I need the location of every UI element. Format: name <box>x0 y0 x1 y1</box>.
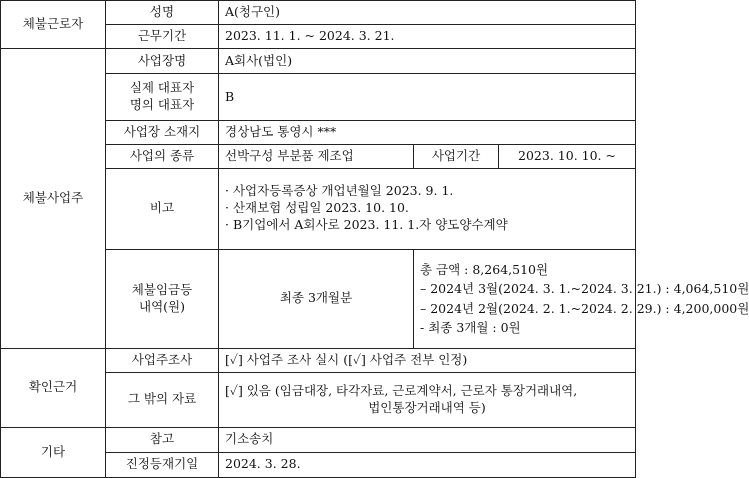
misc-section-title: 기타 <box>1 427 106 477</box>
other-materials-value <box>219 373 636 427</box>
business-type-value: 선박구성 부분품 제조업 <box>219 144 414 168</box>
name-label: 성명 <box>106 1 219 25</box>
wages-period-label: 최종 3개월분 <box>219 249 414 349</box>
representative-label-line2: 명의 대표자 <box>129 97 195 113</box>
remark-item: · B기업에서 A회사로 2023. 11. 1.자 양도양수계약 <box>225 217 508 233</box>
remarks-value <box>219 169 636 250</box>
reference-value: 기소송치 <box>219 427 636 452</box>
representative-label-line1: 실제 대표자 <box>129 80 195 96</box>
business-type-label: 사업의 종류 <box>106 144 219 168</box>
employer-survey-value: [✓] 사업주 조사 실시 ([✓] 사업주 전부 인정) <box>219 349 636 373</box>
employer-section-title: 체불사업주 <box>1 49 106 349</box>
business-period-label: 사업기간 <box>414 144 499 168</box>
wages-title-line2: 내역(원) <box>139 298 185 314</box>
workplace-location-label: 사업장 소재지 <box>106 120 219 144</box>
work-period-label: 근무기간 <box>106 25 219 49</box>
petition-date-label: 진정등재기일 <box>106 452 219 477</box>
reference-label: 참고 <box>106 427 219 452</box>
wages-march: – 2024년 3월(2024. 3. 1.~2024. 3. 21.) : 4,064,510원 <box>420 281 749 297</box>
other-materials-label: 그 밖의 자료 <box>106 373 219 427</box>
evidence-section-title: 확인근거 <box>1 349 106 427</box>
worker-section-title: 체불근로자 <box>1 1 106 49</box>
wages-breakdown <box>414 249 749 349</box>
other-materials-line2: 법인통장거래내역 등) <box>368 399 486 415</box>
name-value: A(청구인) <box>219 1 636 25</box>
wages-final-three-months: - 최종 3개월 : 0원 <box>420 320 521 336</box>
other-materials-line1: [✓] 있음 (임금대장, 타각자료, 근로계약서, 근로자 통장거래내역, <box>225 383 578 399</box>
remark-item: · 산재보험 성립일 2023. 10. 10. <box>225 200 409 216</box>
business-period-value: 2023. 10. 10. ~ <box>499 144 636 168</box>
remark-item: · 사업자등록증상 개업년월일 2023. 9. 1. <box>225 183 454 199</box>
work-period-value: 2023. 11. 1. ~ 2024. 3. 21. <box>219 25 636 49</box>
representative-value: B <box>219 74 636 120</box>
representative-label <box>106 74 219 120</box>
workplace-name-value: A회사(법인) <box>219 49 636 74</box>
wages-total: 총 금액 : 8,264,510원 <box>420 262 549 278</box>
remarks-label: 비고 <box>106 169 219 250</box>
wages-february: – 2024년 2월(2024. 2. 1.~2024. 2. 29.) : 4,200,000원 <box>420 300 749 316</box>
petition-date-value: 2024. 3. 28. <box>219 452 636 477</box>
workplace-name-label: 사업장명 <box>106 49 219 74</box>
employer-survey-label: 사업주조사 <box>106 349 219 373</box>
wages-title-line1: 체불임금등 <box>131 281 193 297</box>
wages-section-title <box>106 249 219 349</box>
workplace-location-value: 경상남도 통영시 *** <box>219 120 636 144</box>
